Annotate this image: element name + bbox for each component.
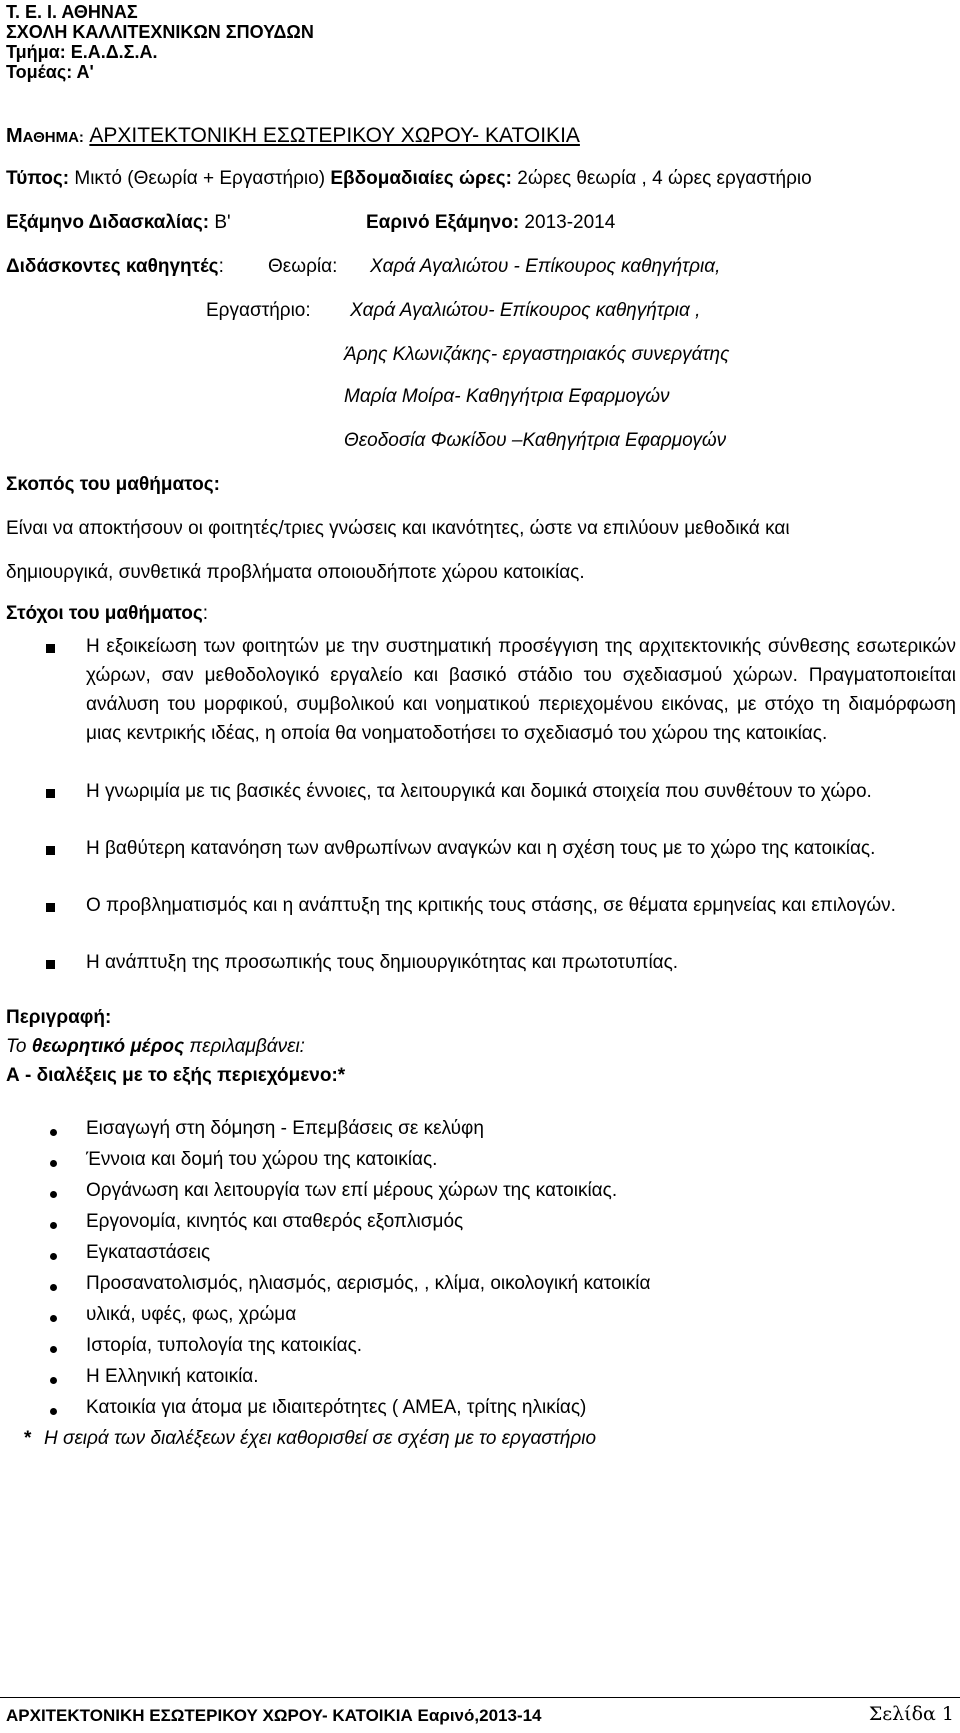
sector-name: Τομέας: Α' — [6, 62, 94, 82]
semester-value: Β' — [209, 212, 231, 233]
purpose-label: Σκοπός του μαθήματος: — [6, 474, 220, 495]
lab-instructor: Χαρά Αγαλιώτου- Επίκουρος καθηγήτρια , — [350, 300, 701, 321]
footnote-text: Η σειρά των διαλέξεων έχει καθορισθεί σε σχέση με το εργαστήριο — [44, 1428, 597, 1449]
square-bullet-icon — [46, 644, 55, 653]
lecture-topic: Εγκαταστάσεις — [86, 1242, 211, 1263]
lecture-topic: Εισαγωγή στη δόμηση - Επεμβάσεις σε κελύφη — [86, 1118, 484, 1139]
lecture-topic: Ιστορία, τυπολογία της κατοικίας. — [86, 1335, 363, 1356]
square-bullet-icon — [46, 846, 55, 855]
theory-intro-text: Το — [6, 1036, 32, 1057]
footnote-mark: * — [24, 1428, 32, 1449]
lectures-heading — [6, 1065, 345, 1087]
type-label: Τύπος: — [6, 168, 70, 189]
lecture-topic: Οργάνωση και λειτουργία των επί μέρους χώρων της κατοικίας. — [86, 1180, 618, 1201]
lecture-topic: υλικά, υφές, φως, χρώμα — [86, 1304, 297, 1325]
lab-label: Εργαστήριο: — [206, 300, 311, 321]
instructors-label: Διδάσκοντες καθηγητές — [6, 256, 219, 277]
lab-instructor: Άρης Κλωνιζάκης- εργαστηριακός συνεργάτης — [344, 344, 730, 365]
spring-semester-line — [366, 212, 615, 234]
theory-part-emphasis: θεωρητικό μέρος — [31, 1036, 185, 1057]
bullet-dot-icon — [50, 1253, 57, 1260]
theory-intro — [6, 1036, 305, 1058]
lecture-topic: Έννοια και δομή του χώρου της κατοικίας. — [86, 1149, 438, 1170]
course-title-line — [6, 124, 580, 148]
bullet-dot-icon — [50, 1346, 57, 1353]
goal-item: Η εξοικείωση των φοιτητών με την συστηματική προσέγγιση της αρχιτεκτονικής σύνθεσης εσωτερικών χώρων, σαν μεθοδολογικό εργαλείο και βασικό στάδιο του σχεδιασμού χώρων. Πραγματοποιείται ανάλυση του μορφικού, συμβολικού και νοηματικού περιεχομένου εικόνας, με στόχο τη διαμόρφωση μιας κεντρικής ιδέας, η οποία θα νοηματοδοτήσει το σχεδιασμό του χώρου της κατοικίας. — [86, 636, 956, 744]
lecture-topic: Η Ελληνική κατοικία. — [86, 1366, 259, 1387]
footer-divider — [0, 1697, 960, 1698]
square-bullet-icon — [46, 903, 55, 912]
hours-value: 2ώρες θεωρία , 4 ώρες εργαστήριο — [512, 168, 812, 189]
lab-instructor: Θεοδοσία Φωκίδου –Καθηγήτρια Εφαρμογών — [344, 430, 727, 451]
course-title: ΑΡΧΙΤΕΚΤΟΝΙΚΗ ΕΣΩΤΕΡΙΚΟΥ ΧΩΡΟΥ- ΚΑΤΟΙΚΙΑ — [89, 124, 580, 147]
department-name: Τμήμα: Ε.Α.Δ.Σ.Α. — [6, 42, 158, 62]
institution-name: Τ. Ε. Ι. ΑΘΗΝΑΣ — [6, 2, 138, 22]
lectures-label: Α - διαλέξεις με το εξής περιεχόμενο — [6, 1065, 332, 1086]
semester-line — [6, 212, 231, 234]
course-label-initial: Μ — [6, 125, 23, 147]
goal-item: Η γνωριμία με τις βασικές έννοιες, τα λειτουργικά και δομικά στοιχεία που συνθέτουν το χώρο. — [86, 781, 872, 802]
goal-item: Η βαθύτερη κατανόηση των ανθρωπίνων αναγκών και η σχέση τους με το χώρο της κατοικίας. — [86, 838, 876, 859]
bullet-dot-icon — [50, 1408, 57, 1415]
school-name: ΣΧΟΛΗ ΚΑΛΛΙΤΕΧΝΙΚΩΝ ΣΠΟΥΔΩΝ — [6, 22, 314, 42]
goals-colon: : — [202, 603, 208, 624]
bullet-dot-icon — [50, 1129, 57, 1136]
purpose-text-line: Είναι να αποκτήσουν οι φοιτητές/τριες γνώσεις και ικανότητες, ώστε να επιλύουν μεθοδικά και — [6, 518, 790, 539]
goals-label: Στόχοι του μαθήματος — [6, 603, 203, 624]
theory-intro-text: περιλαμβάνει: — [184, 1036, 305, 1057]
type-value: Μικτό (Θεωρία + Εργαστήριο) — [69, 168, 331, 189]
lecture-topic: Κατοικία για άτομα με ιδιαιτερότητες ( ΑΜΕΑ, τρίτης ηλικίας) — [86, 1397, 587, 1418]
bullet-dot-icon — [50, 1222, 57, 1229]
square-bullet-icon — [46, 789, 55, 798]
purpose-text-line: δημιουργικά, συνθετικά προβλήματα οποιουδήποτε χώρου κατοικίας. — [6, 562, 585, 583]
page-number: Σελίδα 1 — [868, 1703, 954, 1725]
footer-course-title: ΑΡΧΙΤΕΚΤΟΝΙΚΗ ΕΣΩΤΕΡΙΚΟΥ ΧΩΡΟΥ- ΚΑΤΟΙΚΙΑ Εαρινό,2013-14 — [6, 1706, 542, 1725]
spring-label: Εαρινό Εξάμηνο: — [366, 212, 520, 233]
spring-value: 2013-2014 — [519, 212, 616, 233]
lecture-topic: Προσανατολισμός, ηλιασμός, αερισμός, , κλίμα, οικολογική κατοικία — [86, 1273, 651, 1294]
lecture-topic: Εργονομία, κινητός και σταθερός εξοπλισμός — [86, 1211, 464, 1232]
bullet-dot-icon — [50, 1191, 57, 1198]
theory-instructor: Χαρά Αγαλιώτου - Επίκουρος καθηγήτρια, — [370, 256, 721, 277]
theory-label: Θεωρία: — [268, 256, 338, 277]
bullet-dot-icon — [50, 1315, 57, 1322]
lectures-footnote-ref: :* — [331, 1065, 346, 1086]
goal-item: Ο προβληματισμός και η ανάπτυξη της κριτικής τους στάσης, σε θέματα ερμηνείας και επιλογών. — [86, 895, 896, 916]
course-label: ΑΘΗΜΑ: — [22, 129, 84, 146]
bullet-dot-icon — [50, 1284, 57, 1291]
semester-label: Εξάμηνο Διδασκαλίας: — [6, 212, 210, 233]
course-type-line — [6, 168, 812, 190]
square-bullet-icon — [46, 960, 55, 969]
bullet-dot-icon — [50, 1160, 57, 1167]
instructors-colon: : — [218, 256, 224, 277]
lab-instructor: Μαρία Μοίρα- Καθηγήτρια Εφαρμογών — [344, 386, 670, 407]
bullet-dot-icon — [50, 1377, 57, 1384]
goals-heading — [6, 603, 208, 625]
instructors-heading — [6, 256, 224, 278]
goal-item: Η ανάπτυξη της προσωπικής τους δημιουργικότητας και πρωτοτυπίας. — [86, 952, 679, 973]
description-label: Περιγραφή: — [6, 1007, 112, 1028]
hours-label: Εβδομαδιαίες ώρες: — [330, 168, 512, 189]
